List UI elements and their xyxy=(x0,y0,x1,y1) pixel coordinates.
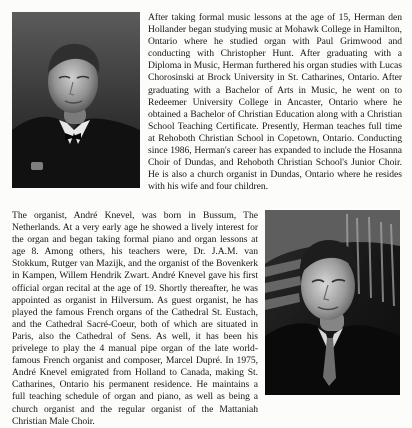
portrait-photo-andre xyxy=(265,210,400,395)
herman-den-hollander-biography: After taking formal music lessons at the age of 15, Herman den Hollander began studying music at Mohawk College in Hamilton, Ontario where he studied organ with Paul Grimwood and conducting with Christopher Hunt. After graduating with a Diploma in Music, Herman furthered his organ studies with Lucas Chorosinski at Brock University in St. Catharines, Ontario. After graduating with a Bachelor of Arts in Music, he went on to Redeemer University College in Ancaster, Ontario where he obtained a Bachelor of Christian Education along with a Christian School Teaching Certificate. Presently, Herman teaches full time at Rehoboth Christian School in Copetown, Ontario. Conducting since 1986, Herman's career has expanded to include the Hosanna Choir of Dundas, and Rehoboth Christian School's Junior Choir. He is also a church organist in Dundas, Ontario where he resides with his wife and four children. xyxy=(148,12,402,193)
portrait-photo-herman xyxy=(12,12,140,188)
portrait-image-andre xyxy=(265,210,400,395)
portrait-image-herman xyxy=(12,12,140,188)
andre-knevel-biography: The organist, André Knevel, was born in Bussum, The Netherlands. At a very early age he showed a lively interest for the organ and began taking formal piano and organ lessons at age 8. Among others, his teachers were, Dr. J.A.M. van Stokkum, Rutger van Mazijk, and the organist of the Bovenkerk in Kampen, Willem Hendrik Zwart. André Knevel gave his first official organ recital at the age of 19. Shortly thereafter, he was appointed as organist in Hilversum. As guest organist, he has played the famous French organs of the Cathedral St. Eustach, and the Cathedral Sacré-Coeur, both of which are situated in Paris, also the Cathedral of Sens. As well, it has been his privelege to play the 4 manual pipe organ of the late world-famous French organist and composer, Marcel Dupré. In 1975, André Knevel emigrated from Holland to Canada, making St. Catharines, Ontario his permanent residence. He maintains a full teaching schedule of organ and piano, as well as being a church organist and the regular organist of the Mattaniah Christian Male Choir. xyxy=(12,210,258,427)
